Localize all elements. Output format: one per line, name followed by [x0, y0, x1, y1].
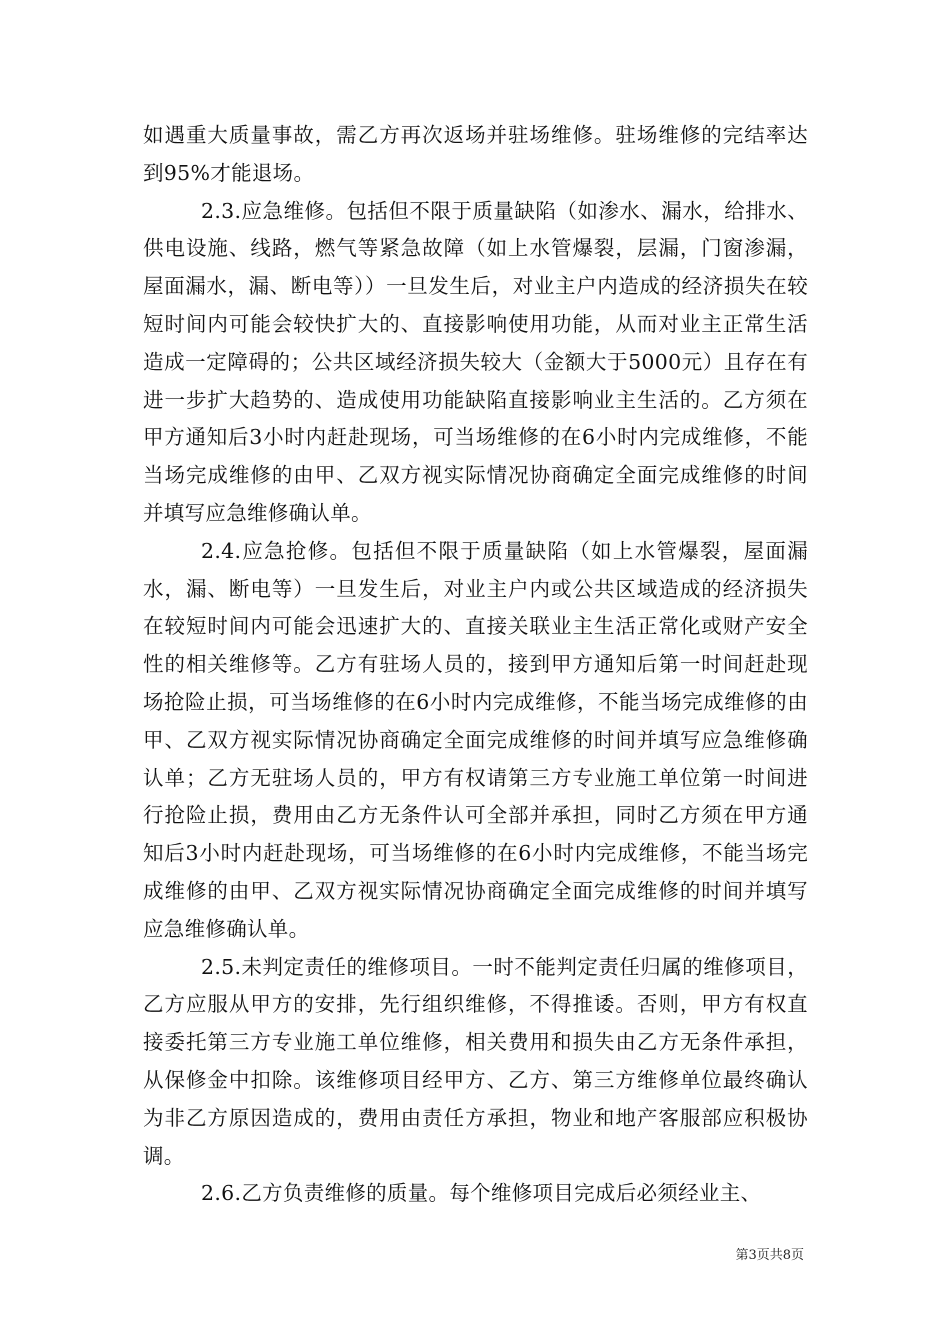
- page-number-footer: 第3页共8页: [735, 1248, 804, 1263]
- document-body: [143, 117, 808, 1213]
- paragraph-2-4-emergency-rush-repair: 2.4.应急抢修。包括但不限于质量缺陷（如上水管爆裂，屋面漏水，漏、断电等）一旦发生后，对业主户内或公共区域造成的经济损失在较短时间内可能会迅速扩大的、直接关联业主生活正常化或财产安全性的相关维修等。乙方有驻场人员的，接到甲方通知后第一时间赶赴现场抢险止损，可当场维修的在6小时内完成维修，不能当场完成维修的由甲、乙双方视实际情况协商确定全面完成维修的时间并填写应急维修确认单；乙方无驻场人员的，甲方有权请第三方专业施工单位第一时间进行抢险止损，费用由乙方无条件认可全部并承担，同时乙方须在甲方通知后3小时内赶赴现场，可当场维修的在6小时内完成维修，不能当场完成维修的由甲、乙双方视实际情况协商确定全面完成维修的时间并填写应急维修确认单。: [143, 538, 808, 941]
- paragraph-2-5-undetermined-responsibility: 2.5.未判定责任的维修项目。一时不能判定责任归属的维修项目，乙方应服从甲方的安排，先行组织维修，不得推诿。否则，甲方有权直接委托第三方专业施工单位维修，相关费用和损失由乙方无条件承担，从保修金中扣除。该维修项目经甲方、乙方、第三方维修单位最终确认为非乙方原因造成的，费用由责任方承担，物业和地产客服部应积极协调。: [143, 954, 808, 1168]
- paragraph-2-3-emergency-repair: 2.3.应急维修。包括但不限于质量缺陷（如渗水、漏水，给排水、供电设施、线路，燃气等紧急故障（如上水管爆裂，层漏，门窗渗漏，屋面漏水，漏、断电等））一旦发生后，对业主户内造成的经济损失在较短时间内可能会较快扩大的、直接影响使用功能，从而对业主正常生活造成一定障碍的；公共区域经济损失较大（金额大于5000元）且存在有进一步扩大趋势的、造成使用功能缺陷直接影响业主生活的。乙方须在甲方通知后3小时内赶赴现场，可当场维修的在6小时内完成维修，不能当场完成维修的由甲、乙双方视实际情况协商确定全面完成维修的时间并填写应急维修确认单。: [143, 198, 808, 525]
- paragraph-continuation: 如遇重大质量事故，需乙方再次返场并驻场维修。驻场维修的完结率达到95%才能退场。: [143, 123, 808, 185]
- paragraph-2-6-repair-quality: 2.6.乙方负责维修的质量。每个维修项目完成后必须经业主、: [201, 1181, 762, 1206]
